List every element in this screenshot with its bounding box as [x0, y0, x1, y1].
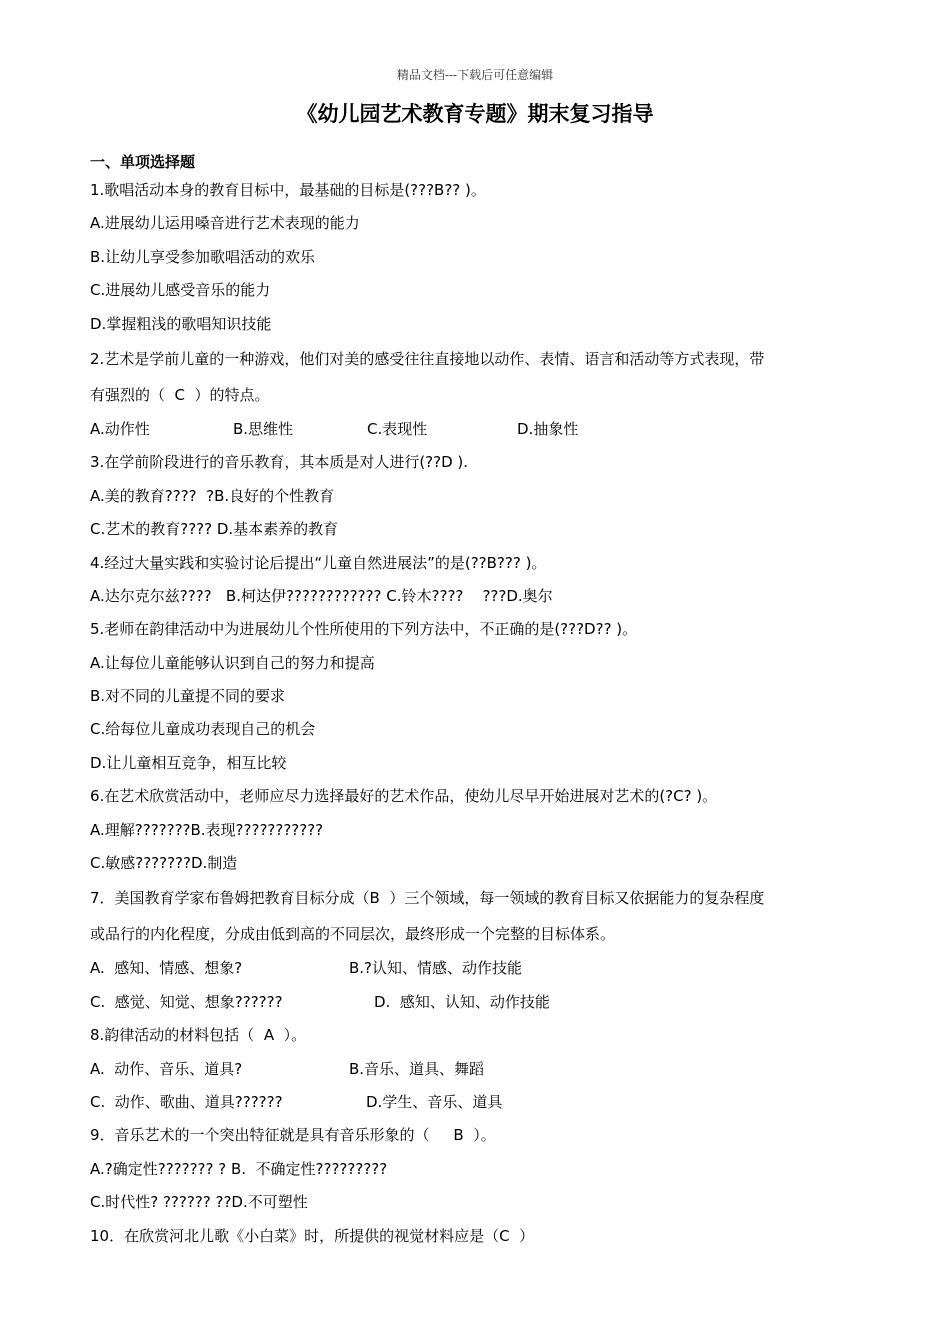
- q3-options-ab: A.美的教育???? ?B.良好的个性教育: [90, 486, 335, 505]
- q7-option-b: B.?认知、情感、动作技能: [349, 959, 523, 978]
- q8-option-b: B.音乐、道具、舞蹈: [349, 1059, 485, 1078]
- q8-options-row1: [90, 1053, 860, 1086]
- q1-option-a: A.进展幼儿运用嗓音进行艺术表现的能力: [90, 214, 360, 233]
- q7-options-row1: [90, 952, 860, 985]
- q5-option-c: C.给每位儿童成功表现自己的机会: [90, 720, 316, 739]
- q1-option-c: C.进展幼儿感受音乐的能力: [90, 281, 271, 300]
- q4-stem: 4.经过大量实践和实验讨论后提出“儿童自然进展法”的是(??B??? )。: [90, 553, 547, 572]
- q6-options-ab: A.理解???????B.表现???????????: [90, 820, 324, 839]
- q2-option-d: D.抽象性: [517, 419, 579, 438]
- q7-stem-line1: 7．美国教育学家布鲁姆把教育目标分成（B ）三个领域，每一领域的教育目标又依据能力的复杂程度: [90, 889, 765, 908]
- q1-option-d: D.掌握粗浅的歌唱知识技能: [90, 314, 272, 333]
- q2-option-c: C.表现性: [367, 419, 428, 438]
- q6-options-cd: C.敏感???????D.制造: [90, 854, 238, 873]
- q4-options: A.达尔克尔兹???? B.柯达伊???????????? C.铃木???? ???D.奥尔: [90, 586, 553, 605]
- q2-option-a: A.动作性: [90, 419, 150, 438]
- q7-option-a: A. 感知、情感、想象?: [90, 959, 243, 978]
- q2-option-b: B.思维性: [233, 419, 294, 438]
- q5-option-d: D.让儿童相互竞争，相互比较: [90, 753, 287, 772]
- q1-stem: 1.歌唱活动本身的教育目标中，最基础的目标是(???B?? )。: [90, 181, 486, 199]
- q8-option-d: D.学生、音乐、道具: [366, 1092, 503, 1111]
- q3-stem: 3.在学前阶段进行的音乐教育，其本质是对人进行(??D ).: [90, 453, 469, 472]
- q6-stem: 6.在艺术欣赏活动中，老师应尽力选择最好的艺术作品，使幼儿尽早开始进展对艺术的(?C? )。: [90, 787, 718, 806]
- q2-stem-line1: 2.艺术是学前儿童的一种游戏，他们对美的感受往往直接地以动作、表情、语言和活动等方式表现，带: [90, 349, 765, 368]
- q8-option-a: A. 动作、音乐、道具?: [90, 1059, 243, 1078]
- q7-stem-line2: 或品行的内化程度，分成由低到高的不同层次，最终形成一个完整的目标体系。: [90, 925, 616, 944]
- section-heading: 一、单项选择题: [90, 153, 196, 171]
- q3-options-cd: C.艺术的教育???? D.基本素养的教育: [90, 520, 339, 539]
- q2-options: [90, 413, 860, 446]
- q5-option-a: A.让每位儿童能够认识到自己的努力和提高: [90, 653, 375, 672]
- q9-stem: 9．音乐艺术的一个突出特征就是具有音乐形象的（ B ）。: [90, 1126, 496, 1145]
- header-note: 精品文档---下载后可任意编辑: [396, 68, 554, 82]
- q8-stem: 8.韵律活动的材料包括（ A ）。: [90, 1026, 307, 1045]
- q7-option-d: D. 感知、认知、动作技能: [374, 992, 550, 1011]
- q10-stem: 10．在欣赏河北儿歌《小白菜》时，所提供的视觉材料应是（C ）: [90, 1226, 535, 1245]
- document-title: 《幼儿园艺术教育专题》期末复习指导: [296, 102, 654, 126]
- q9-options-cd: C.时代性? ?????? ??D.不可塑性: [90, 1193, 308, 1212]
- q9-options-ab: A.?确定性??????? ? B. 不确定性?????????: [90, 1159, 388, 1178]
- document-body: [90, 150, 860, 1253]
- q8-option-c: C. 动作、歌曲、道具??????: [90, 1092, 283, 1111]
- q5-option-b: B.对不同的儿童提不同的要求: [90, 687, 286, 706]
- q1-option-b: B.让幼儿享受参加歌唱活动的欢乐: [90, 247, 316, 266]
- q7-options-row2: [90, 986, 860, 1019]
- q2-stem-line2: 有强烈的（ C ）的特点。: [90, 385, 270, 404]
- q8-options-row2: [90, 1086, 860, 1119]
- q7-option-c: C. 感觉、知觉、想象??????: [90, 992, 283, 1011]
- q5-stem: 5.老师在韵律活动中为进展幼儿个性所使用的下列方法中，不正确的是(???D?? )。: [90, 620, 638, 639]
